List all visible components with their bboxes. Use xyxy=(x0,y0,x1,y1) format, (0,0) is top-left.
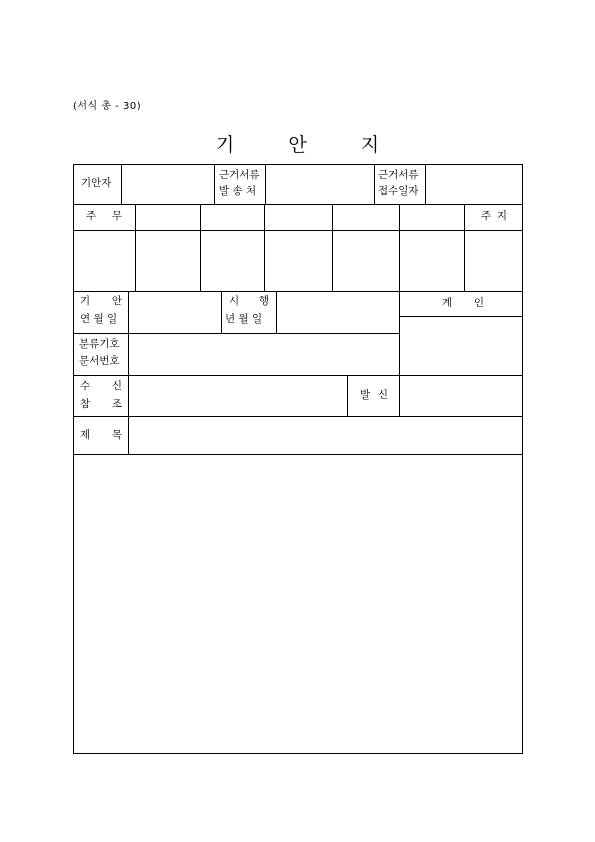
recipient-label xyxy=(80,379,122,394)
title-char-3: 지 xyxy=(360,134,380,156)
draft-date-label-line2: 연 월 일 xyxy=(80,313,118,325)
exec-date-label-line2: 년 월 일 xyxy=(225,313,263,325)
sender-label-char1: 발 xyxy=(360,389,371,401)
title-char-1: 기 xyxy=(215,134,235,156)
sub-dept-label-char2: 지 xyxy=(496,210,507,222)
body-content-area[interactable] xyxy=(74,455,522,753)
draft-date-field[interactable] xyxy=(129,292,221,333)
draft-form-table xyxy=(73,164,523,754)
approval-seal-label xyxy=(442,296,484,311)
approval-seal-label-char1: 계 xyxy=(442,297,453,309)
signature-box-3[interactable] xyxy=(201,231,264,291)
classification-code-label: 분류기호 xyxy=(79,338,120,350)
main-dept-label-char1: 주 xyxy=(86,210,97,222)
sender-label xyxy=(360,388,388,403)
title-char-2: 안 xyxy=(288,134,307,156)
approval-seal-box[interactable] xyxy=(400,317,522,375)
draft-date-label-char1: 기 xyxy=(80,295,91,307)
sub-dept-label-char1: 주 xyxy=(481,210,492,222)
ref-sender-label-line2: 발 송 처 xyxy=(219,185,257,197)
sub-dept-label xyxy=(481,209,507,224)
exec-date-field[interactable] xyxy=(277,292,399,333)
sender-label-char2: 신 xyxy=(377,389,388,401)
reference-label xyxy=(80,397,122,412)
main-dept-label xyxy=(86,209,122,224)
recipient-label-char2: 신 xyxy=(111,380,122,392)
approval-seal-label-char2: 인 xyxy=(473,297,484,309)
drafter-label: 기안자 xyxy=(81,177,112,189)
reference-label-char1: 참 xyxy=(80,398,91,410)
ref-received-label-line2: 접수일자 xyxy=(378,185,419,197)
subject-field[interactable] xyxy=(129,417,522,454)
ref-received-date-field[interactable] xyxy=(426,165,522,204)
draft-date-label-line1 xyxy=(80,294,122,309)
classification-number-field[interactable] xyxy=(129,334,399,375)
form-title xyxy=(0,130,595,157)
subject-label-char2: 목 xyxy=(111,429,122,441)
form-code: (서식 총 - 30) xyxy=(73,101,142,112)
signature-box-2[interactable] xyxy=(136,231,200,291)
main-dept-label-char2: 무 xyxy=(111,210,122,222)
ref-sender-field[interactable] xyxy=(266,165,374,204)
reference-label-char2: 조 xyxy=(111,398,122,410)
exec-date-label-char1: 시 xyxy=(229,295,240,307)
exec-date-label-char2: 행 xyxy=(258,295,269,307)
ref-received-label-line1: 근거서류 xyxy=(378,169,419,181)
signature-box-4[interactable] xyxy=(265,231,332,291)
subject-label xyxy=(80,428,122,443)
signature-box-5[interactable] xyxy=(333,231,399,291)
exec-date-label-line1 xyxy=(229,294,269,309)
ref-sender-label-line1: 근거서류 xyxy=(219,169,260,181)
sender-field[interactable] xyxy=(400,376,522,416)
subject-label-char1: 제 xyxy=(80,429,91,441)
signature-box-main[interactable] xyxy=(74,231,135,291)
signature-box-6[interactable] xyxy=(400,231,464,291)
draft-date-label-char2: 안 xyxy=(111,295,122,307)
drafter-field[interactable] xyxy=(122,165,214,204)
signature-box-sub[interactable] xyxy=(465,231,522,291)
recipient-reference-field[interactable] xyxy=(129,376,347,416)
recipient-label-char1: 수 xyxy=(80,380,91,392)
document-number-label: 문서번호 xyxy=(79,355,120,367)
